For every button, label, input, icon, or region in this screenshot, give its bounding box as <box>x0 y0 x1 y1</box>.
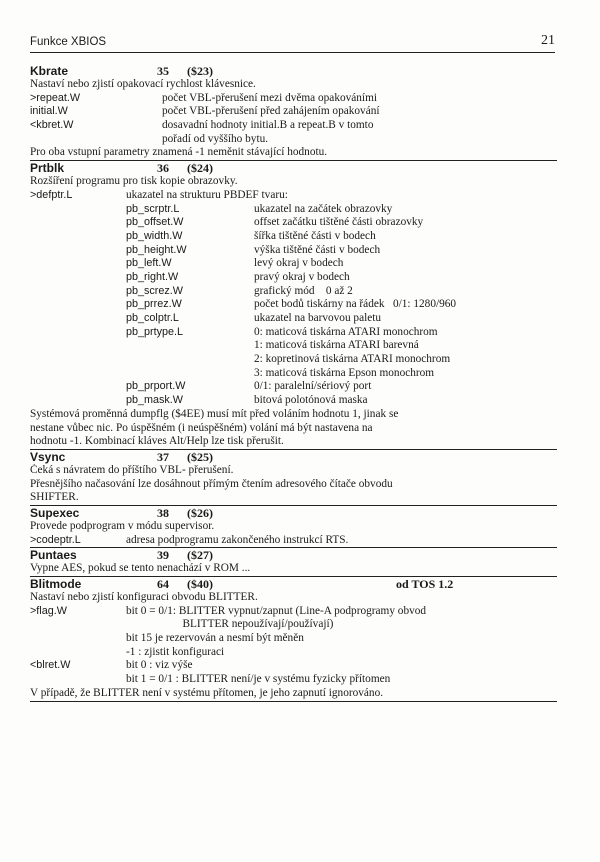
param-row <box>30 119 557 133</box>
param-row <box>30 673 557 687</box>
struct-field-row <box>30 285 557 299</box>
param-name: <blret.W <box>30 659 71 672</box>
function-name: Puntaes <box>30 548 77 563</box>
field-text: levý okraj v bodech <box>254 257 344 270</box>
function-heading <box>30 577 557 591</box>
param-text: počet VBL-přerušení mezi dvěma opakováními <box>162 91 377 104</box>
struct-field-row <box>30 339 557 353</box>
param-name: >repeat.W <box>30 91 81 104</box>
field-text: grafický mód 0 až 2 <box>254 284 353 297</box>
field-name: pb_screz.W <box>126 284 183 297</box>
function-heading <box>30 548 557 562</box>
function-number: 35 <box>157 64 169 78</box>
param-row <box>30 646 557 660</box>
field-text: pravý okraj v bodech <box>254 270 350 283</box>
field-text: offset začátku tištěné části obrazovky <box>254 216 424 229</box>
param-text: dosavadní hodnoty initial.B a repeat.B v tomto <box>162 119 374 132</box>
section-blitmode <box>30 577 557 702</box>
param-text: bit 0 : viz výše <box>126 659 193 672</box>
field-text: výška tištěné části v bodech <box>254 243 381 256</box>
field-name: pb_mask.W <box>126 394 183 407</box>
field-name <box>126 353 254 367</box>
function-name: Kbrate <box>30 64 69 78</box>
field-name: pb_scrptr.L <box>126 202 180 215</box>
function-description: SHIFTER. <box>30 491 557 506</box>
param-name <box>30 618 126 632</box>
function-description: Rozšíření programu pro tisk kopie obrazovky. <box>30 175 238 188</box>
param-name: initial.W <box>30 105 68 118</box>
param-text: bit 15 je rezervován a nesmí být měněn <box>126 632 304 645</box>
struct-field-row <box>30 326 557 340</box>
param-text: adresa podprogramu zakončeného instrukcí RTS. <box>126 533 349 546</box>
struct-field-row <box>30 244 557 258</box>
field-text: 0/1: paralelní/sériový port <box>254 380 372 393</box>
param-name <box>30 632 126 646</box>
param-name: <kbret.W <box>30 119 74 132</box>
page-number: 21 <box>541 33 555 48</box>
function-description: Vypne AES, pokud se tento nenachází v ROM ... <box>30 562 557 577</box>
param-row <box>30 632 557 646</box>
function-number: 38 <box>157 505 169 520</box>
field-name: pb_prtype.L <box>126 325 184 338</box>
field-name: pb_height.W <box>126 243 187 256</box>
field-name: pb_left.W <box>126 257 172 270</box>
param-row <box>30 605 557 619</box>
field-text: 3: maticová tiskárna Epson monochrom <box>254 366 435 379</box>
page-header <box>30 33 555 53</box>
param-row <box>30 105 557 119</box>
field-text: 0: maticová tiskárna ATARI monochrom <box>254 325 438 338</box>
function-number: 36 <box>157 161 169 176</box>
field-name: pb_offset.W <box>126 216 184 229</box>
struct-field-row <box>30 380 557 394</box>
tos-version-note: od TOS 1.2 <box>396 577 454 591</box>
function-name: Blitmode <box>30 577 82 591</box>
function-number: 64 <box>157 577 169 591</box>
function-hex: ($25) <box>187 449 213 464</box>
section-note-line: nestane vůbec nic. Po úspěšném (i neúspěšném) volání má být nastavena na <box>30 421 373 434</box>
section-puntaes <box>30 548 557 577</box>
param-row <box>30 92 557 106</box>
field-name <box>126 367 254 381</box>
function-number: 39 <box>157 548 169 563</box>
param-row <box>30 189 557 203</box>
function-heading <box>30 161 557 175</box>
function-hex: ($27) <box>187 548 213 563</box>
param-name <box>30 673 126 687</box>
field-text: počet bodů tiskárny na řádek 0/1: 1280/960 <box>254 298 457 311</box>
struct-field-row <box>30 230 557 244</box>
param-text: bit 1 = 0/1 : BLITTER není/je v systému fyzicky přítomen <box>126 673 391 686</box>
function-description: Nastaví nebo zjistí konfiguraci obvodu BLITTER. <box>30 591 258 603</box>
param-text: ukazatel na strukturu PBDEF tvaru: <box>126 188 288 201</box>
function-heading <box>30 450 557 464</box>
param-name <box>30 133 162 147</box>
section-note-line: Systémová proměnná dumpflg ($4EE) musí mít před voláním hodnotu 1, jinak se <box>30 407 399 420</box>
function-hex: ($40) <box>187 577 213 591</box>
struct-field-row <box>30 298 557 312</box>
function-heading <box>30 64 557 78</box>
field-text: šířka tištěné části v bodech <box>254 229 376 242</box>
struct-field-row <box>30 353 557 367</box>
struct-field-row <box>30 203 557 217</box>
param-text: počet VBL-přerušení před zahájením opakování <box>162 105 380 118</box>
function-description: Čeká s návratem do příštího VBL- přerušení. <box>30 463 234 476</box>
param-name: >flag.W <box>30 604 67 617</box>
param-text: BLITTER nepoužívají/používají) <box>126 618 334 631</box>
field-name: pb_width.W <box>126 229 183 242</box>
field-text: 1: maticová tiskárna ATARI barevná <box>254 339 419 352</box>
function-description: Přesnějšího načasování lze dosáhnout přímým čtením adresového čítače obvodu <box>30 477 393 490</box>
struct-field-row <box>30 312 557 326</box>
function-name: Vsync <box>30 449 66 464</box>
param-name <box>30 646 126 660</box>
header-title: Funkce XBIOS <box>30 36 107 48</box>
section-prtblk <box>30 161 557 450</box>
struct-field-row <box>30 257 557 271</box>
param-text: bit 0 = 0/1: BLITTER vypnut/zapnut (Line-A podprogramy obvod <box>126 604 427 617</box>
param-name: >codeptr.L <box>30 533 81 546</box>
param-text: -1 : zjistit konfiguraci <box>126 645 225 658</box>
section-vsync <box>30 450 557 506</box>
function-heading <box>30 506 557 520</box>
field-text: ukazatel na začátek obrazovky <box>254 202 393 215</box>
param-text: pořadí od vyššího bytu. <box>162 132 269 145</box>
section-supexec <box>30 506 557 548</box>
param-row <box>30 618 557 632</box>
param-row <box>30 534 557 549</box>
param-name: >defptr.L <box>30 188 73 201</box>
field-name: pb_colptr.L <box>126 312 179 324</box>
struct-field-row <box>30 394 557 408</box>
section-note: V případě, že BLITTER není v systému přítomen, je jeho zapnutí ignorováno. <box>30 687 557 702</box>
function-name: Supexec <box>30 505 80 520</box>
section-note-line: hodnotu -1. Kombinací kláves Alt/Help lze tisk přerušit. <box>30 435 557 450</box>
field-name: pb_prrez.W <box>126 298 182 311</box>
field-text: bitová polotónová maska <box>254 394 368 407</box>
param-row <box>30 659 557 673</box>
function-description: Nastaví nebo zjistí opakovací rychlost klávesnice. <box>30 78 256 90</box>
function-name: Prtblk <box>30 161 65 176</box>
field-text: 2: kopretinová tiskárna ATARI monochrom <box>254 353 451 366</box>
section-note: Pro oba vstupní parametry znamená -1 neměnit stávající hodnotu. <box>30 146 557 161</box>
field-name: pb_prport.W <box>126 380 186 393</box>
function-hex: ($26) <box>187 505 213 520</box>
function-hex: ($23) <box>187 64 213 78</box>
field-text: ukazatel na barvovou paletu <box>254 312 382 324</box>
field-name <box>126 339 254 353</box>
page-content <box>30 64 557 702</box>
struct-field-row <box>30 367 557 381</box>
function-number: 37 <box>157 449 169 464</box>
function-hex: ($24) <box>187 161 213 176</box>
section-kbrate <box>30 64 557 161</box>
function-description: Provede podprogram v módu supervisor. <box>30 519 215 532</box>
field-name: pb_right.W <box>126 270 179 283</box>
param-row <box>30 133 557 147</box>
struct-field-row <box>30 216 557 230</box>
struct-field-row <box>30 271 557 285</box>
